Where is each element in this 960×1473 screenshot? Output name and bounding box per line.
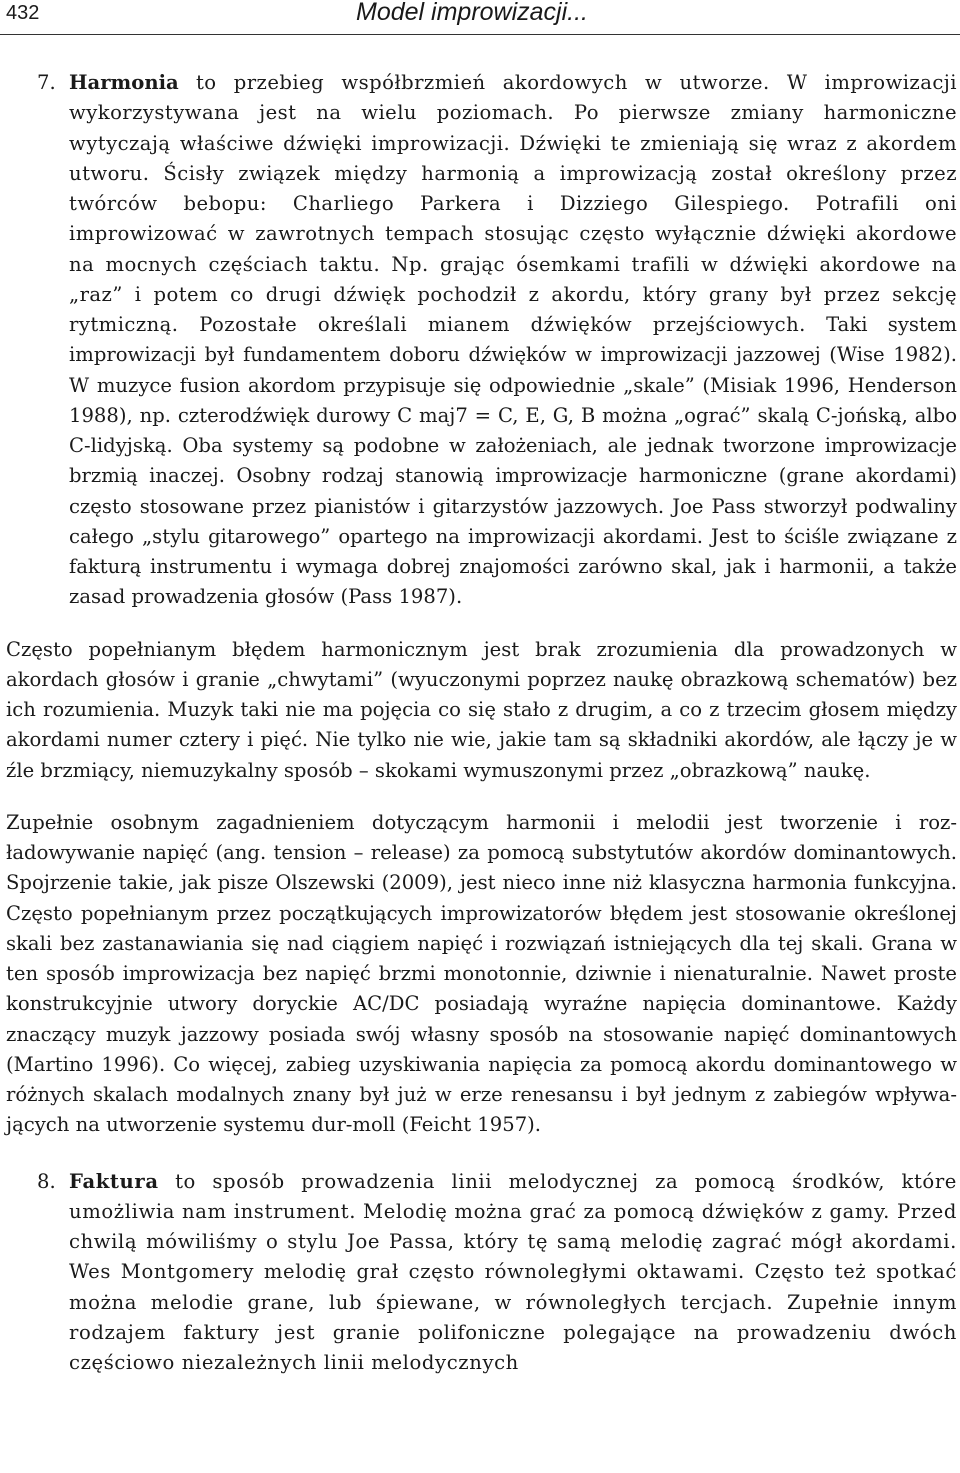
item-text-segment: to sposób prowadzenia linii melodycznej za pomocą środków, które umożliwia nam instrument. Melodię można grać za pomocą dźwięków z gamy. Przed chwilą mówiliśmy o stylu Joe Passa, który tę samą melodię zagrać mógł akordami. Wes Montgomery melodię grał często równoległymi oktawami. Często też spotkać można melodie grane, lub śpiewane, w równoległych tercjach. Zupełnie innym rodzajem faktury jest granie polifoniczne polegające na prowadzeniu dwóch częściowo niezależnych linii melodycznych (69, 1169, 957, 1374)
page-body (6, 68, 957, 1378)
header-rule (0, 34, 960, 35)
paragraph-gap (6, 613, 957, 635)
page-header (0, 0, 960, 38)
item-text-segment: Taki system improwizacji był fundamentem doboru dźwięków w improwizacji jazzowej (Wise 1982). W muzyce fusion akordom przypisuje się odpowiednie „skale” (Misiak 1996, Henderson 1988), np. czterodźwięk durowy C maj7 = C, E, G, B można „ograć” skalą C-jońską, albo C-lidyjską. Oba systemy są podobne w założeniach, ale jednak tworzone improwizacje brzmią inaczej. Osobny rodzaj stanowią improwizacje harmoniczne (grane akordami) często stosowane przez pianistów i gitarzystów jazzowych. Joe Pass stworzył podwaliny całego „stylu gitarowego” opartego na improwizacji akordami. Jest to ściśle związane z fakturą instrumentu i wymaga dobrej znajomości zarówno skal, jak i harmonii, a także zasad prowadzenia głosów (Pass 1987). (69, 313, 957, 609)
paragraph-gap (6, 786, 957, 808)
list-item-faktura (6, 1167, 957, 1379)
paragraph-errors: Często popełnianym błędem harmonicznym jest brak zrozumienia dla prowadzonych w akordach głosów i granie „chwytami” (wyuczonymi poprzez naukę obrazkową schematów) bez ich rozumienia. Muzyk taki nie ma pojęcia co się stało z drugim, a co z trzecim głosem między akordami numer cztery i pięć. Nie tylko nie wie, jakie tam są składniki akordów, ale łączy je w źle brzmiący, niemuzykalny sposób – skokami wymuszonymi przez „obrazkową” naukę. (6, 637, 957, 782)
list-item-text (69, 1167, 957, 1379)
running-title: Model improwizacji... (356, 0, 589, 26)
list-item-text (69, 68, 957, 613)
term-faktura: Faktura (69, 1169, 159, 1193)
term-harmonia: Harmonia (69, 71, 179, 94)
list-item-harmonia (6, 68, 957, 613)
paragraph-tension: Zupełnie osobnym zagadnieniem dotyczącym harmonii i melodii jest tworzenie i rozładowywanie napięć (ang. tension – release) za pomocą substytutów akordów dominantowych. Spojrzenie takie, jak pisze Olszewski (2009), jest nieco inne niż klasyczna harmonia funkcyjna. Często popełnianym przez początkujących improwizatorów błędem jest stosowanie określonej skali bez zastanawiania się nad ciągiem napięć i rozwiązań istniejących dla tej skali. Grana w ten sposób improwizacja bez napięć brzmi monotonnie, dziwnie i nienaturalnie. Nawet proste konstrukcyjnie utwory doryckie AC/DC posiadają wyraźne napięcia dominantowe. Każdy znaczący muzyk jazzowy posiada swój własny sposób na stosowanie napięć dominantowych (Martino 1996). Co więcej, zabieg uzyskiwania napięcia za pomocą akordu dominantowego w różnych skalach modalnych znany był już w erze renesansu i był jednym z zabiegów wpływających na utworzenie systemu dur-moll (Feicht 1957). (6, 810, 957, 1137)
paragraph-gap (6, 1141, 957, 1167)
list-item-number: 7. (37, 71, 56, 94)
page-number: 432 (6, 2, 40, 24)
item-text-segment: to przebieg współbrzmień akordowych w utworze. W improwizacji wykorzystywana jest na wielu poziomach. Po pierwsze zmiany harmoniczne wytyczają właściwe dźwięki improwizacji. Dźwięki te zmieniają się wraz z akordem utworu. Ścisły związek między harmonią a improwizacją został określony przez twórców bebopu: Charliego Parkera i Dizziego Gilespiego. Potrafili oni improwizować w zawrotnych tempach stosując często wyłącznie dźwięki akordowe na mocnych częściach taktu. Np. grając ósemkami trafili w dźwięki akordowe na „raz” i potem co drugi dźwięk pochodził z akordu, który grany był przez sekcję rytmiczną. Pozostałe określali mianem dźwięków przejściowych. (69, 71, 957, 336)
list-item-number: 8. (37, 1169, 56, 1193)
